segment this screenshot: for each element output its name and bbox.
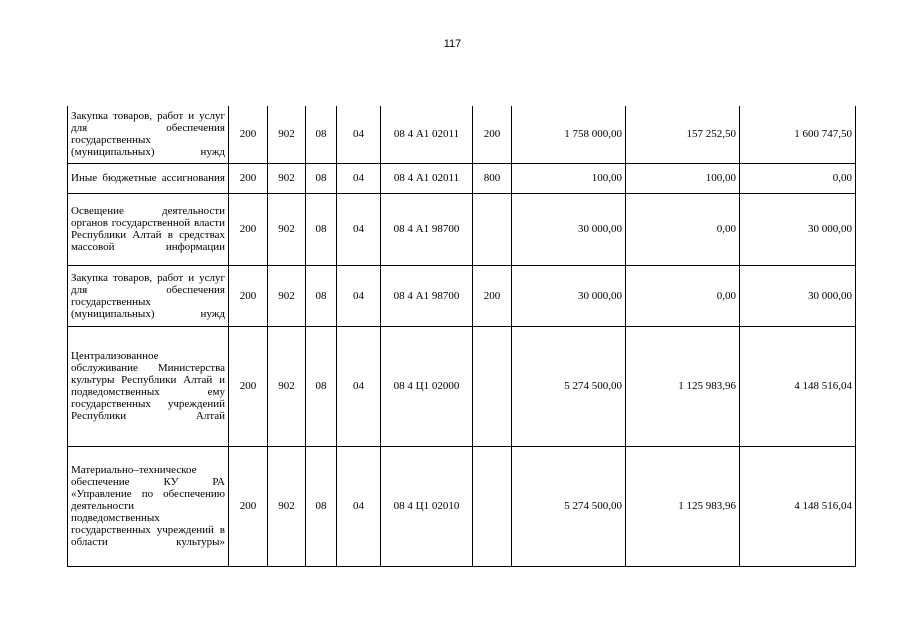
row-executed: 0,00	[626, 265, 740, 326]
row-grbs: 200	[229, 193, 268, 265]
row-name: Централизованное обслуживание Министерства культуры Республики Алтай и подведомственных ему государственных учреждений Республики Алтай	[68, 326, 229, 446]
row-executed: 100,00	[626, 163, 740, 193]
row-target: 08 4 А1 98700	[381, 265, 473, 326]
row-remaining: 30 000,00	[740, 265, 856, 326]
row-admin: 902	[268, 265, 306, 326]
row-plan: 5 274 500,00	[512, 326, 626, 446]
row-target: 08 4 Ц1 02010	[381, 446, 473, 566]
page-number: 117	[443, 38, 462, 50]
row-expense-type	[473, 193, 512, 265]
budget-table	[67, 106, 856, 567]
row-name: Закупка товаров, работ и услуг для обеспечения государственных (муниципальных) нужд	[68, 265, 229, 326]
row-subsection: 04	[337, 106, 381, 163]
row-subsection: 04	[337, 193, 381, 265]
row-grbs: 200	[229, 446, 268, 566]
row-admin: 902	[268, 446, 306, 566]
row-executed: 0,00	[626, 193, 740, 265]
row-plan: 1 758 000,00	[512, 106, 626, 163]
table-row	[68, 106, 856, 163]
row-target: 08 4 А1 98700	[381, 193, 473, 265]
table-row	[68, 265, 856, 326]
row-admin: 902	[268, 326, 306, 446]
row-plan: 30 000,00	[512, 193, 626, 265]
row-name: Иные бюджетные ассигнования	[68, 163, 229, 193]
row-section: 08	[306, 446, 337, 566]
row-plan: 30 000,00	[512, 265, 626, 326]
row-grbs: 200	[229, 265, 268, 326]
row-subsection: 04	[337, 446, 381, 566]
row-expense-type	[473, 446, 512, 566]
row-expense-type: 200	[473, 265, 512, 326]
table-row	[68, 326, 856, 446]
row-admin: 902	[268, 106, 306, 163]
row-target: 08 4 А1 02011	[381, 163, 473, 193]
row-target: 08 4 А1 02011	[381, 106, 473, 163]
row-name: Материально–техническое обеспечение КУ РА «Управление по обеспечению деятельности подведомственных государственных учреждений в области культуры»	[68, 446, 229, 566]
row-grbs: 200	[229, 106, 268, 163]
row-expense-type: 200	[473, 106, 512, 163]
row-section: 08	[306, 106, 337, 163]
table-row	[68, 193, 856, 265]
row-remaining: 30 000,00	[740, 193, 856, 265]
row-name: Закупка товаров, работ и услуг для обеспечения государственных (муниципальных) нужд	[68, 106, 229, 163]
row-plan: 100,00	[512, 163, 626, 193]
row-section: 08	[306, 193, 337, 265]
row-subsection: 04	[337, 163, 381, 193]
row-expense-type	[473, 326, 512, 446]
table-row	[68, 446, 856, 566]
row-grbs: 200	[229, 326, 268, 446]
row-section: 08	[306, 163, 337, 193]
row-executed: 1 125 983,96	[626, 446, 740, 566]
row-subsection: 04	[337, 326, 381, 446]
row-subsection: 04	[337, 265, 381, 326]
row-expense-type: 800	[473, 163, 512, 193]
row-name: Освещение деятельности органов государственной власти Республики Алтай в средствах массовой информации	[68, 193, 229, 265]
row-executed: 1 125 983,96	[626, 326, 740, 446]
row-section: 08	[306, 326, 337, 446]
row-admin: 902	[268, 163, 306, 193]
row-admin: 902	[268, 193, 306, 265]
row-remaining: 4 148 516,04	[740, 446, 856, 566]
row-grbs: 200	[229, 163, 268, 193]
row-remaining: 4 148 516,04	[740, 326, 856, 446]
row-target: 08 4 Ц1 02000	[381, 326, 473, 446]
row-remaining: 1 600 747,50	[740, 106, 856, 163]
row-executed: 157 252,50	[626, 106, 740, 163]
row-remaining: 0,00	[740, 163, 856, 193]
row-section: 08	[306, 265, 337, 326]
row-plan: 5 274 500,00	[512, 446, 626, 566]
table-row	[68, 163, 856, 193]
